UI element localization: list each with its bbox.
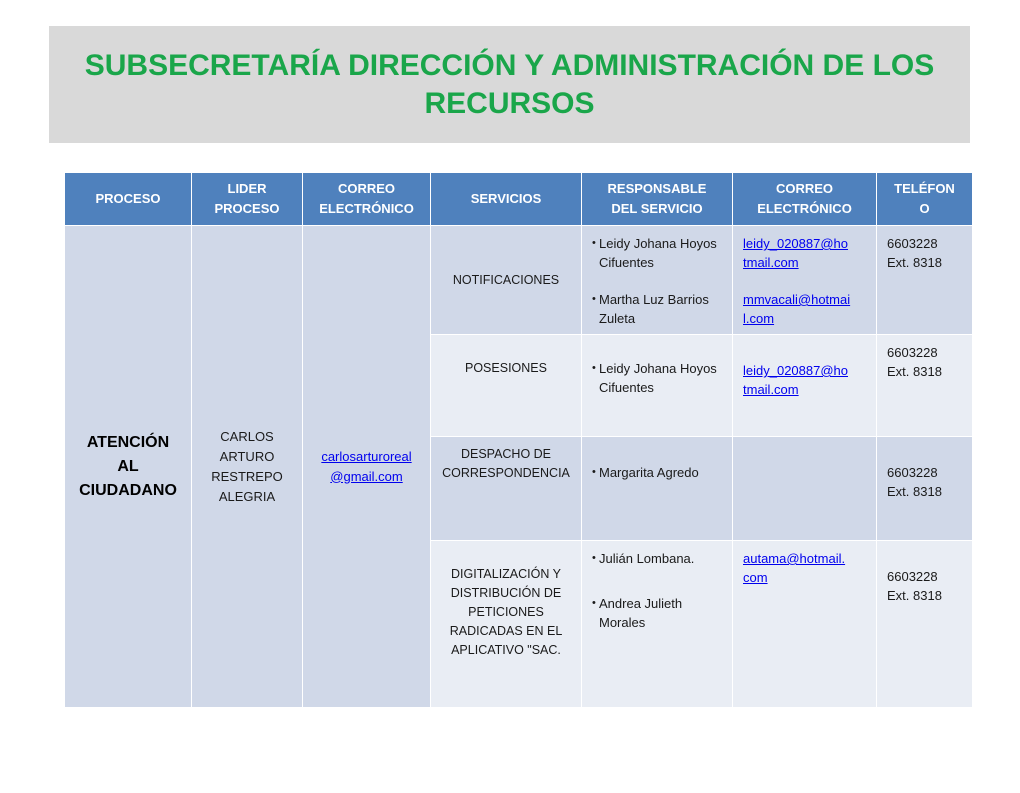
servicio-cell: DESPACHO DE CORRESPONDENCIA [431,437,582,541]
header-servicios: SERVICIOS [431,173,582,226]
list-item: • Leidy Johana Hoyos Cifuentes [592,236,717,270]
email-link[interactable]: autama@hotmail. com [743,551,846,585]
list-item: • Julián Lombana. [592,551,695,566]
responsable-cell [582,226,733,335]
servicio-cell: NOTIFICACIONES [431,226,582,335]
list-item: • Margarita Agredo [592,465,699,480]
email-link[interactable]: mmvacali@hotmai l.com [743,292,851,326]
lider-cell [192,226,303,708]
lider-email-link[interactable]: carlosarturoreal @gmail.com [321,448,412,484]
email-link[interactable]: leidy_020887@ho tmail.com [743,363,849,397]
correo-cell [733,226,877,335]
header-proceso: PROCESO [65,173,192,226]
table-row [65,226,973,335]
responsable-cell [582,437,733,541]
list-item: • Leidy Johana Hoyos Cifuentes [592,361,717,395]
email-link[interactable]: leidy_020887@ho tmail.com [743,236,849,270]
list-item: • Andrea Julieth Morales [592,596,683,630]
proceso-name: ATENCIÓN AL CIUDADANO [79,433,177,499]
header-correo-electronico: CORREO ELECTRÓNICO [303,173,431,226]
correo-cell [733,335,877,437]
page-title: SUBSECRETARÍA DIRECCIÓN Y ADMINISTRACIÓN DE LOS RECURSOS [84,48,935,120]
directory-table [64,172,973,708]
proceso-cell [65,226,192,708]
header-lider-proceso: LIDER PROCESO [192,173,303,226]
responsable-cell [582,541,733,708]
list-item: • Martha Luz Barrios Zuleta [592,292,709,326]
header-correo-electronico-2: CORREO ELECTRÓNICO [733,173,877,226]
servicio-cell: POSESIONES [431,335,582,437]
header-telefono: TELÉFON O [877,173,973,226]
responsable-cell [582,335,733,437]
telefono-cell: 6603228 Ext. 8318 [877,541,973,708]
telefono-cell: 6603228 Ext. 8318 [877,335,973,437]
header-responsable: RESPONSABLE DEL SERVICIO [582,173,733,226]
lider-name: CARLOS ARTURO RESTREPO ALEGRIA [211,428,283,504]
servicio-cell: DIGITALIZACIÓN Y DISTRIBUCIÓN DE PETICIONES RADICADAS EN EL APLICATIVO "SAC. [431,541,582,708]
correo-cell [733,541,877,708]
lider-correo-cell [303,226,431,708]
header-row [65,173,973,226]
correo-cell [733,437,877,541]
telefono-cell: 6603228 Ext. 8318 [877,437,973,541]
telefono-cell: 6603228 Ext. 8318 [877,226,973,335]
title-banner [49,26,970,143]
